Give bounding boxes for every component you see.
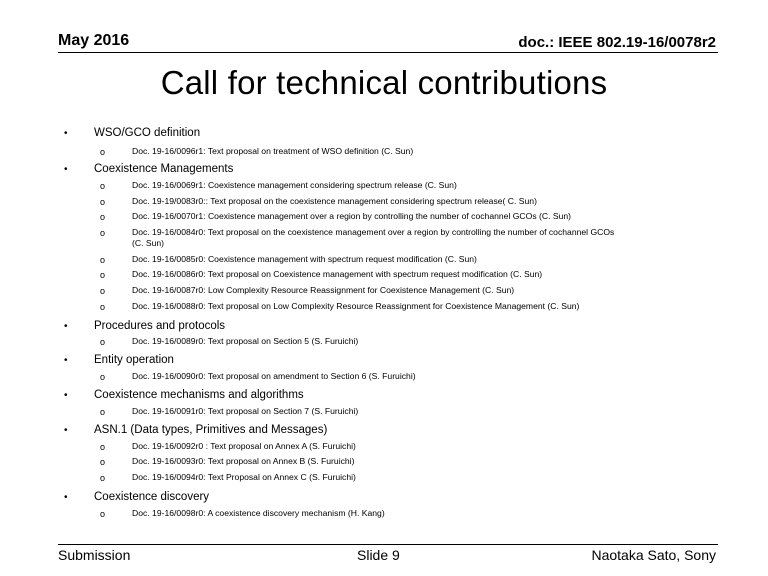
list-item: Doc. 19-16/0087r0: Low Complexity Resource Reassignment for Coexistence Management (C. Sun): [132, 285, 515, 295]
bullet-icon: •: [64, 355, 68, 366]
sub-bullet-icon: o: [100, 228, 106, 238]
sub-bullet-icon: o: [100, 197, 106, 207]
header-date: May 2016: [58, 32, 130, 49]
sub-bullet-icon: o: [100, 270, 106, 280]
bullet-icon: •: [64, 425, 68, 436]
section-heading: Procedures and protocols: [94, 320, 226, 332]
list-item: Doc. 19-16/0088r0: Text proposal on Low Complexity Resource Reassignment for Coexistence Management (C. Sun): [132, 301, 580, 311]
sub-bullet-icon: o: [100, 473, 106, 483]
footer-submission: Submission: [58, 547, 131, 563]
list-item-continuation: (C. Sun): [132, 238, 164, 248]
list-item: Doc. 19-16/0070r1: Coexistence management over a region by controlling the number of cochannel GCOs (C. Sun): [132, 211, 571, 221]
bullet-icon: •: [64, 128, 68, 139]
section-heading: WSO/GCO definition: [94, 127, 201, 139]
list-item: Doc. 19-16/0090r0: Text proposal on amendment to Section 6 (S. Furuichi): [132, 371, 416, 381]
bullet-icon: •: [64, 164, 68, 175]
list-item: Doc. 19-16/0091r0: Text proposal on Section 7 (S. Furuichi): [132, 406, 359, 416]
list-item: Doc. 19-16/0089r0: Text proposal on Section 5 (S. Furuichi): [132, 336, 359, 346]
section-heading: Entity operation: [94, 354, 174, 366]
section-heading: Coexistence mechanisms and algorithms: [94, 389, 304, 401]
sub-bullet-icon: o: [100, 212, 106, 222]
section-heading: Coexistence discovery: [94, 491, 210, 503]
bullet-icon: •: [64, 390, 68, 401]
sub-bullet-icon: o: [100, 255, 106, 265]
sub-bullet-icon: o: [100, 147, 106, 157]
sub-bullet-icon: o: [100, 457, 106, 467]
header-doc-id: doc.: IEEE 802.19-16/0078r2: [518, 34, 716, 51]
footer-author: Naotaka Sato, Sony: [591, 547, 716, 563]
list-item: Doc. 19-16/0098r0: A coexistence discovery mechanism (H. Kang): [132, 508, 385, 518]
list-item: Doc. 19-16/0069r1: Coexistence management considering spectrum release (C. Sun): [132, 180, 457, 190]
list-item: Doc. 19-19/0083r0:: Text proposal on the coexistence management considering spectrum release( C. Sun): [132, 196, 537, 206]
section-heading: Coexistence Managements: [94, 163, 234, 175]
list-item: Doc. 19-16/0094r0: Text Proposal on Annex C (S. Furuichi): [132, 472, 356, 482]
section-heading: ASN.1 (Data types, Primitives and Messages): [94, 424, 328, 436]
footer-rule: [58, 544, 718, 545]
sub-bullet-icon: o: [100, 286, 106, 296]
list-item: Doc. 19-16/0092r0 : Text proposal on Annex A (S. Furuichi): [132, 441, 356, 451]
list-item: Doc. 19-16/0093r0: Text proposal on Annex B (S. Furuichi): [132, 456, 355, 466]
sub-bullet-icon: o: [100, 509, 106, 519]
bullet-icon: •: [64, 492, 68, 503]
sub-bullet-icon: o: [100, 372, 106, 382]
list-item: Doc. 19-16/0085r0: Coexistence management with spectrum request modification (C. Sun): [132, 254, 477, 264]
sub-bullet-icon: o: [100, 181, 106, 191]
list-item: Doc. 19-16/0084r0: Text proposal on the coexistence management over a region by controlling the number of cochannel GCOs: [132, 227, 615, 237]
list-item: Doc. 19-16/0086r0: Text proposal on Coexistence management with spectrum request modification (C. Sun): [132, 269, 543, 279]
slide-title: Call for technical contributions: [160, 64, 608, 101]
bullet-icon: •: [64, 321, 68, 332]
footer-slide-number: Slide 9: [357, 547, 400, 563]
sub-bullet-icon: o: [100, 302, 106, 312]
sub-bullet-icon: o: [100, 337, 106, 347]
list-item: Doc. 19-16/0096r1: Text proposal on treatment of WSO definition (C. Sun): [132, 146, 414, 156]
sub-bullet-icon: o: [100, 442, 106, 452]
sub-bullet-icon: o: [100, 407, 106, 417]
